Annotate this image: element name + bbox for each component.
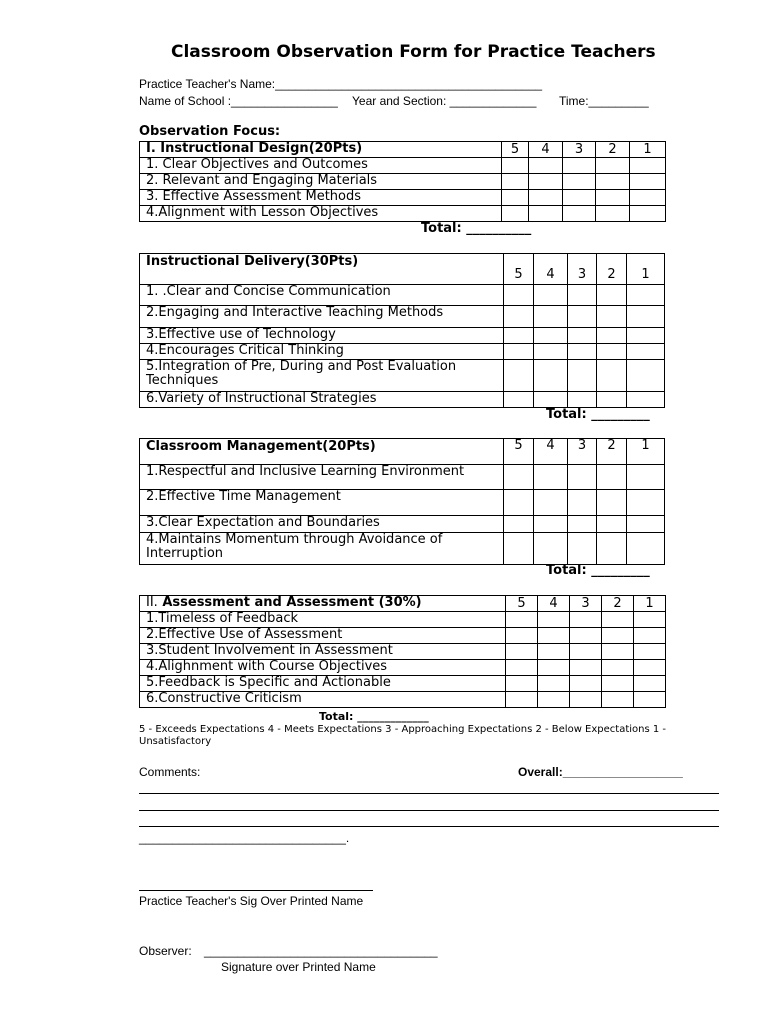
rating-cell[interactable] bbox=[534, 392, 568, 408]
rating-cell[interactable] bbox=[568, 490, 597, 516]
rating-cell[interactable] bbox=[602, 676, 634, 692]
comment-line-end[interactable]: _______________________________. bbox=[139, 831, 350, 845]
section-number: II. bbox=[146, 595, 158, 610]
criterion-label: 2.Effective Time Management bbox=[140, 490, 504, 516]
rating-cell[interactable] bbox=[597, 285, 627, 306]
criterion-label: 4.Alignment with Lesson Objectives bbox=[140, 206, 502, 222]
rating-cell[interactable] bbox=[504, 285, 534, 306]
table-row bbox=[140, 644, 666, 660]
table-row bbox=[140, 306, 665, 328]
criterion-label: 3.Clear Expectation and Boundaries bbox=[140, 516, 504, 533]
criterion-label: 1.Respectful and Inclusive Learning Environment bbox=[140, 465, 504, 490]
section-total-field[interactable]: Total: _____________ bbox=[319, 710, 429, 723]
rating-cell[interactable] bbox=[596, 158, 630, 174]
table-header-row bbox=[140, 142, 666, 158]
rating-cell[interactable] bbox=[627, 328, 665, 344]
table-row bbox=[140, 516, 665, 533]
table-row bbox=[140, 158, 666, 174]
rating-cell[interactable] bbox=[597, 306, 627, 328]
rating-header: 4 bbox=[529, 142, 563, 158]
rating-cell[interactable] bbox=[568, 285, 597, 306]
rating-header: 1 bbox=[627, 439, 665, 465]
rating-cell[interactable] bbox=[570, 660, 602, 676]
rating-header: 4 bbox=[538, 596, 570, 612]
rating-cell[interactable] bbox=[627, 490, 665, 516]
rating-cell[interactable] bbox=[534, 344, 568, 360]
classroom-management-table bbox=[139, 438, 665, 565]
rating-cell[interactable] bbox=[568, 344, 597, 360]
instructional-delivery-table bbox=[139, 253, 665, 408]
section-total-field[interactable]: Total: __________ bbox=[421, 221, 532, 236]
observer-label: Observer: bbox=[139, 944, 192, 958]
rating-cell[interactable] bbox=[596, 206, 630, 222]
rating-cell[interactable] bbox=[627, 344, 665, 360]
rating-cell[interactable] bbox=[506, 628, 538, 644]
table-row bbox=[140, 285, 665, 306]
rating-cell[interactable] bbox=[502, 190, 529, 206]
criterion-label: 4.Alighnment with Course Objectives bbox=[140, 660, 506, 676]
rating-cell[interactable] bbox=[630, 190, 666, 206]
rating-header: 2 bbox=[602, 596, 634, 612]
rating-cell[interactable] bbox=[502, 174, 529, 190]
rating-cell[interactable] bbox=[538, 660, 570, 676]
rating-cell[interactable] bbox=[570, 644, 602, 660]
section-heading: Classroom Management(20Pts) bbox=[140, 439, 504, 465]
observer-signature-label: Signature over Printed Name bbox=[221, 960, 376, 974]
table-row bbox=[140, 660, 666, 676]
rating-header: 3 bbox=[563, 142, 596, 158]
rating-header: 4 bbox=[534, 439, 568, 465]
criterion-label: 5.Feedback is Specific and Actionable bbox=[140, 676, 506, 692]
rating-cell[interactable] bbox=[627, 306, 665, 328]
rating-legend-continued: Unsatisfactory bbox=[139, 736, 212, 747]
rating-cell[interactable] bbox=[534, 465, 568, 490]
rating-cell[interactable] bbox=[630, 158, 666, 174]
rating-header: 5 bbox=[502, 142, 529, 158]
rating-cell[interactable] bbox=[602, 628, 634, 644]
rating-cell[interactable] bbox=[506, 644, 538, 660]
table-row bbox=[140, 533, 665, 565]
section-heading-text: Assessment and Assessment (30%) bbox=[162, 595, 422, 610]
rating-cell[interactable] bbox=[506, 676, 538, 692]
rating-cell[interactable] bbox=[504, 392, 534, 408]
comment-line[interactable] bbox=[139, 810, 719, 811]
table-row bbox=[140, 628, 666, 644]
rating-cell[interactable] bbox=[506, 692, 538, 708]
rating-cell[interactable] bbox=[634, 692, 666, 708]
rating-cell[interactable] bbox=[634, 612, 666, 628]
rating-legend: 5 - Exceeds Expectations 4 - Meets Expectations 3 - Approaching Expectations 2 - Below Expectations 1 - bbox=[139, 724, 667, 735]
year-section-field[interactable]: Year and Section: _____________ bbox=[352, 94, 537, 108]
comment-line[interactable] bbox=[139, 826, 719, 827]
criterion-label: 3. Effective Assessment Methods bbox=[140, 190, 502, 206]
rating-cell[interactable] bbox=[568, 328, 597, 344]
rating-header: 2 bbox=[597, 254, 627, 285]
criterion-label: 6.Constructive Criticism bbox=[140, 692, 506, 708]
criterion-label: 1.Timeless of Feedback bbox=[140, 612, 506, 628]
table-row bbox=[140, 344, 665, 360]
teacher-signature-line[interactable] bbox=[139, 890, 373, 891]
rating-header: 4 bbox=[534, 254, 568, 285]
rating-header: 3 bbox=[570, 596, 602, 612]
criterion-label: 2. Relevant and Engaging Materials bbox=[140, 174, 502, 190]
rating-cell[interactable] bbox=[534, 533, 568, 565]
rating-cell[interactable] bbox=[529, 158, 563, 174]
page-title: Classroom Observation Form for Practice Teachers bbox=[171, 42, 656, 62]
table-row bbox=[140, 190, 666, 206]
rating-cell[interactable] bbox=[529, 174, 563, 190]
instructional-design-table bbox=[139, 141, 666, 222]
rating-cell[interactable] bbox=[538, 676, 570, 692]
rating-cell[interactable] bbox=[504, 533, 534, 565]
rating-cell[interactable] bbox=[602, 612, 634, 628]
rating-cell[interactable] bbox=[627, 533, 665, 565]
criterion-label: 3.Effective use of Technology bbox=[140, 328, 504, 344]
rating-cell[interactable] bbox=[597, 490, 627, 516]
rating-cell[interactable] bbox=[504, 306, 534, 328]
table-row bbox=[140, 490, 665, 516]
rating-cell[interactable] bbox=[627, 360, 665, 392]
rating-cell[interactable] bbox=[597, 533, 627, 565]
rating-cell[interactable] bbox=[504, 490, 534, 516]
rating-cell[interactable] bbox=[563, 206, 596, 222]
rating-cell[interactable] bbox=[568, 533, 597, 565]
rating-cell[interactable] bbox=[570, 676, 602, 692]
table-row bbox=[140, 360, 665, 392]
rating-cell[interactable] bbox=[568, 392, 597, 408]
rating-cell[interactable] bbox=[596, 174, 630, 190]
overall-field[interactable]: Overall:__________________ bbox=[518, 765, 683, 779]
rating-cell[interactable] bbox=[506, 660, 538, 676]
rating-header: 1 bbox=[634, 596, 666, 612]
teacher-name-field[interactable]: Practice Teacher's Name:________________________________________ bbox=[139, 77, 543, 91]
rating-cell[interactable] bbox=[534, 306, 568, 328]
rating-cell[interactable] bbox=[563, 190, 596, 206]
observation-focus-label: Observation Focus: bbox=[139, 124, 281, 139]
rating-cell[interactable] bbox=[563, 158, 596, 174]
rating-cell[interactable] bbox=[504, 516, 534, 533]
rating-cell[interactable] bbox=[504, 344, 534, 360]
rating-cell[interactable] bbox=[596, 190, 630, 206]
criterion-label: 1. .Clear and Concise Communication bbox=[140, 285, 504, 306]
criterion-label: 2.Engaging and Interactive Teaching Methods bbox=[140, 306, 504, 328]
teacher-signature-label: Practice Teacher's Sig Over Printed Name bbox=[139, 894, 364, 908]
rating-cell[interactable] bbox=[504, 328, 534, 344]
table-header-row bbox=[140, 439, 665, 465]
criterion-label: 4.Encourages Critical Thinking bbox=[140, 344, 504, 360]
rating-header: 2 bbox=[597, 439, 627, 465]
table-header-row bbox=[140, 596, 666, 612]
comments-label: Comments: bbox=[139, 765, 201, 779]
section-heading: I. Instructional Design(20Pts) bbox=[140, 142, 502, 158]
rating-cell[interactable] bbox=[602, 660, 634, 676]
table-row bbox=[140, 612, 666, 628]
rating-cell[interactable] bbox=[538, 628, 570, 644]
table-row bbox=[140, 692, 666, 708]
rating-cell[interactable] bbox=[627, 392, 665, 408]
section-total-field[interactable]: Total: _________ bbox=[546, 407, 650, 422]
table-row bbox=[140, 465, 665, 490]
rating-header: 1 bbox=[630, 142, 666, 158]
rating-cell[interactable] bbox=[534, 516, 568, 533]
rating-cell[interactable] bbox=[538, 692, 570, 708]
rating-cell[interactable] bbox=[538, 612, 570, 628]
table-header-row bbox=[140, 254, 665, 285]
rating-cell[interactable] bbox=[627, 285, 665, 306]
section-heading bbox=[140, 596, 506, 612]
rating-cell[interactable] bbox=[570, 628, 602, 644]
rating-cell[interactable] bbox=[634, 644, 666, 660]
rating-cell[interactable] bbox=[597, 328, 627, 344]
rating-cell[interactable] bbox=[534, 285, 568, 306]
rating-cell[interactable] bbox=[563, 174, 596, 190]
rating-header: 5 bbox=[506, 596, 538, 612]
observer-signature-field[interactable]: ___________________________________ bbox=[204, 944, 438, 958]
comment-line[interactable] bbox=[139, 793, 719, 794]
rating-cell[interactable] bbox=[597, 360, 627, 392]
rating-header: 3 bbox=[568, 254, 597, 285]
rating-cell[interactable] bbox=[602, 692, 634, 708]
rating-cell[interactable] bbox=[597, 465, 627, 490]
table-row bbox=[140, 676, 666, 692]
rating-cell[interactable] bbox=[568, 306, 597, 328]
rating-cell[interactable] bbox=[504, 465, 534, 490]
rating-cell[interactable] bbox=[529, 190, 563, 206]
rating-cell[interactable] bbox=[570, 692, 602, 708]
rating-cell[interactable] bbox=[634, 628, 666, 644]
criterion-label: 1. Clear Objectives and Outcomes bbox=[140, 158, 502, 174]
rating-cell[interactable] bbox=[568, 465, 597, 490]
rating-header: 1 bbox=[627, 254, 665, 285]
criterion-label: 2.Effective Use of Assessment bbox=[140, 628, 506, 644]
rating-cell[interactable] bbox=[568, 516, 597, 533]
rating-cell[interactable] bbox=[538, 644, 570, 660]
rating-cell[interactable] bbox=[630, 174, 666, 190]
criterion-label: 3.Student Involvement in Assessment bbox=[140, 644, 506, 660]
rating-cell[interactable] bbox=[602, 644, 634, 660]
section-total-field[interactable]: Total: _________ bbox=[546, 563, 650, 578]
rating-cell[interactable] bbox=[630, 206, 666, 222]
assessment-table bbox=[139, 595, 666, 708]
rating-cell[interactable] bbox=[529, 206, 563, 222]
rating-cell[interactable] bbox=[504, 360, 534, 392]
section-heading: Instructional Delivery(30Pts) bbox=[140, 254, 504, 285]
criterion-label: 6.Variety of Instructional Strategies bbox=[140, 392, 504, 408]
rating-cell[interactable] bbox=[534, 490, 568, 516]
rating-cell[interactable] bbox=[627, 465, 665, 490]
rating-header: 5 bbox=[504, 254, 534, 285]
rating-cell[interactable] bbox=[502, 206, 529, 222]
time-field[interactable]: Time:_________ bbox=[559, 94, 649, 108]
table-row bbox=[140, 174, 666, 190]
criterion-label: 5.Integration of Pre, During and Post Evaluation Techniques bbox=[140, 360, 504, 392]
table-row bbox=[140, 392, 665, 408]
rating-cell[interactable] bbox=[627, 516, 665, 533]
rating-cell[interactable] bbox=[506, 612, 538, 628]
rating-cell[interactable] bbox=[568, 360, 597, 392]
table-row bbox=[140, 328, 665, 344]
rating-header: 5 bbox=[504, 439, 534, 465]
rating-cell[interactable] bbox=[634, 676, 666, 692]
table-row bbox=[140, 206, 666, 222]
rating-cell[interactable] bbox=[534, 328, 568, 344]
rating-header: 2 bbox=[596, 142, 630, 158]
criterion-label: 4.Maintains Momentum through Avoidance of Interruption bbox=[140, 533, 504, 565]
rating-header: 3 bbox=[568, 439, 597, 465]
school-name-field[interactable]: Name of School :________________ bbox=[139, 94, 338, 108]
rating-cell[interactable] bbox=[597, 392, 627, 408]
rating-cell[interactable] bbox=[597, 344, 627, 360]
rating-cell[interactable] bbox=[597, 516, 627, 533]
rating-cell[interactable] bbox=[570, 612, 602, 628]
rating-cell[interactable] bbox=[634, 660, 666, 676]
rating-cell[interactable] bbox=[534, 360, 568, 392]
rating-cell[interactable] bbox=[502, 158, 529, 174]
